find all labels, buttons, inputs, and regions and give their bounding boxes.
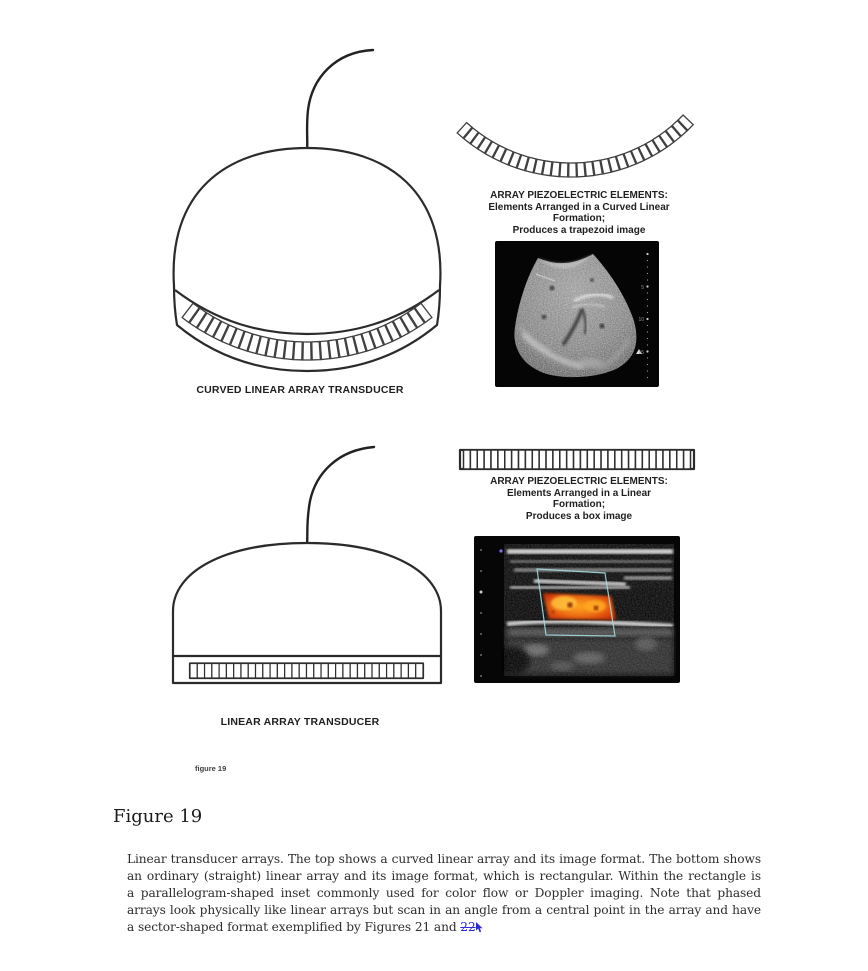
depth-mark: 10: [638, 317, 644, 323]
note-line: Elements Arranged in a Curved Linear: [488, 201, 670, 213]
caption-line: Linear transducer arrays. The top shows a curved linear array and its image format. The bottom shows: [127, 852, 761, 866]
linear-transducer-label: LINEAR ARRAY TRANSDUCER: [220, 716, 380, 728]
note-line: Formation;: [552, 499, 606, 511]
orientation-dot: [499, 549, 502, 552]
figure-caption: [127, 851, 761, 936]
note-line: Produces a trapezoid image: [512, 224, 646, 236]
us-tissue-area: [494, 544, 674, 676]
figure-22-link[interactable]: 22: [460, 920, 476, 934]
probe-element-array: [190, 664, 423, 679]
curved-element-band: [450, 105, 700, 190]
note-line: Formation;: [552, 213, 606, 225]
curved-transducer-drawing: [160, 38, 460, 383]
strip-elements: [464, 450, 691, 469]
ultrasound-image-trapezoid: [495, 241, 659, 387]
caption-line: a parallelogram-shaped inset commonly used for color flow or Doppler imaging. Note that phased: [127, 886, 761, 900]
figure-note: figure 19: [195, 764, 227, 773]
curved-array-note: [455, 190, 703, 236]
linear-element-strip: [457, 448, 697, 472]
depth-mark: 15: [638, 350, 644, 356]
note-line: ARRAY PIEZOELECTRIC ELEMENTS:: [490, 476, 668, 487]
curved-transducer-label: CURVED LINEAR ARRAY TRANSDUCER: [196, 384, 404, 396]
caption-line: an ordinary (straight) linear array and its image format, which is rectangular. Within the rectangle is: [127, 869, 761, 883]
linear-transducer-drawing: [160, 435, 460, 695]
caption-line: [127, 919, 761, 936]
figure-heading: Figure 19: [113, 806, 203, 827]
caption-last-line-text: a sector-shaped format exemplified by Figures 21 and: [127, 920, 461, 934]
probe-cable: [307, 50, 373, 155]
note-line: Elements Arranged in a Linear: [506, 487, 652, 499]
note-line: Produces a box image: [525, 510, 633, 522]
curved-band-elements: [457, 115, 693, 177]
linear-array-note: [455, 476, 703, 522]
probe-cable: [307, 447, 374, 544]
probe-body: [173, 543, 441, 656]
caption-line: arrays look physically like linear arrays but scan in an angle from a central point in the array and have: [127, 903, 761, 917]
ultrasound-image-box: [474, 536, 680, 683]
note-line: ARRAY PIEZOELECTRIC ELEMENTS:: [490, 190, 668, 201]
cursor-arrow-icon: [475, 922, 484, 933]
depth-mark: 5: [641, 285, 644, 291]
